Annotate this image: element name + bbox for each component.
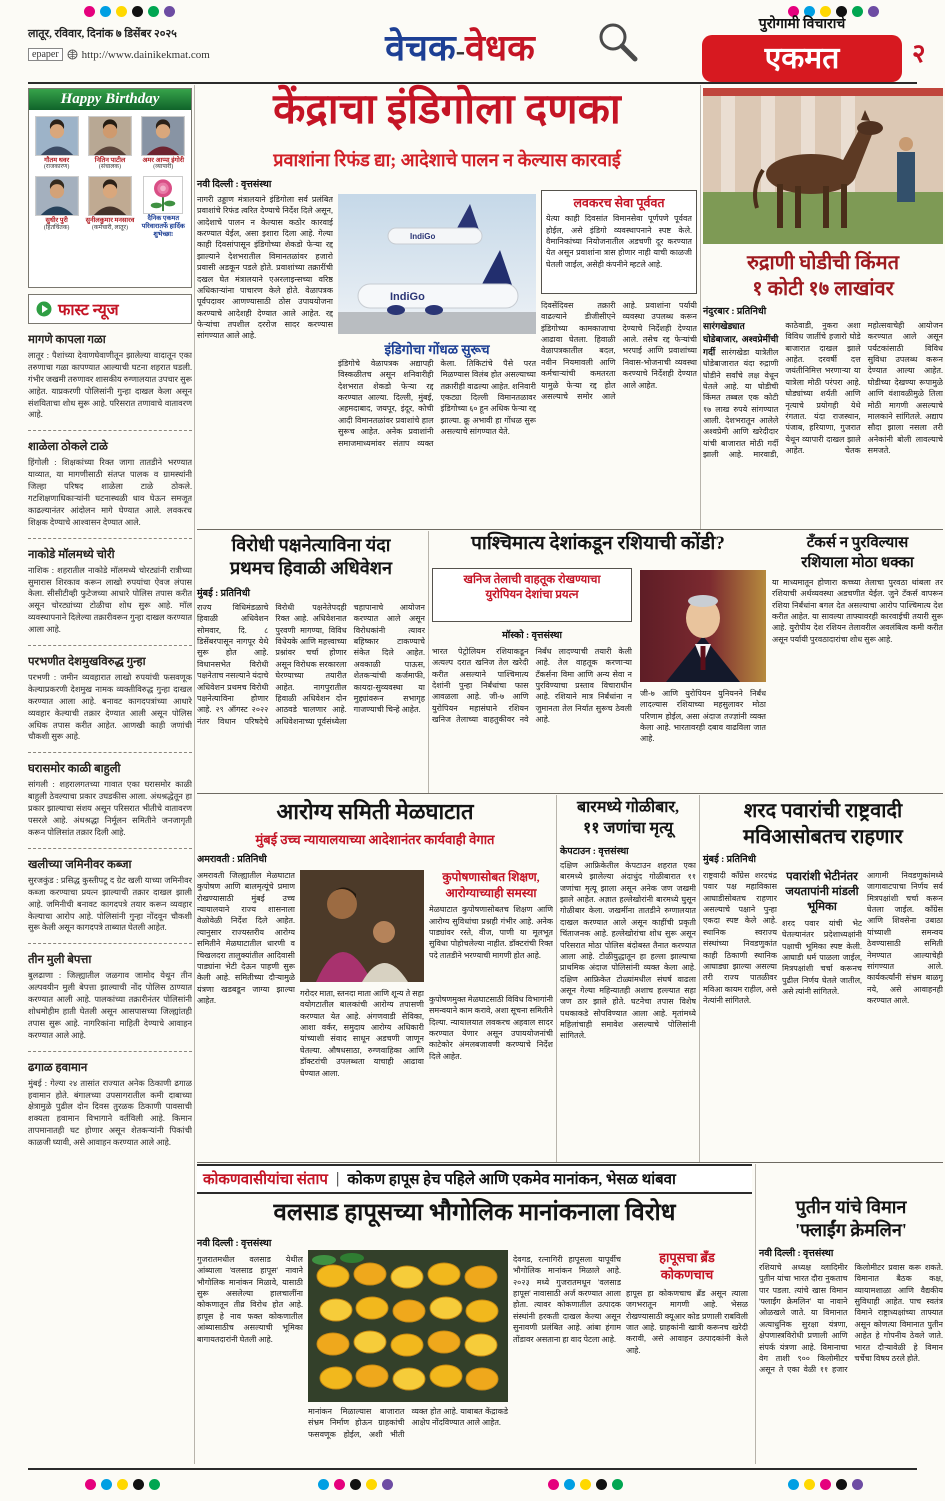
birthday-person: नितिन पाटील (संचालक): [83, 113, 136, 173]
mango-byline: नवी दिल्ली : वृत्तसंस्था: [197, 1239, 272, 1249]
registration-dots-bottom: [788, 1479, 863, 1490]
birthday-photo: [35, 176, 79, 216]
footer-rule: [28, 1468, 917, 1470]
konkan-strip-sep: |: [335, 1170, 340, 1187]
mango-body-col2: मानांकन मिळाल्यास बाजारात संभ्रम निर्माण होऊन ग्राहकांची फसवणूक होईल, अशी भीती व्यक्त होत आहे. याबाबत केंद्राकडे आक्षेप नोंदविण्यात आले आहेत.: [308, 1407, 508, 1439]
service-restore-box-body: येत्या काही दिवसांत विमानसेवा पूर्णपणे पूर्ववत होईल, असे इंडिगो व्यवस्थापनाने स्पष्ट केले. वैमानिकांच्या नियोजनातील अडचणी दूर करण्यात येत असून प्रवाशांना त्रास होणार नाही याची काळजी घेतली जाईल, असेही कंपनीने म्हटले आहे.: [546, 214, 692, 269]
putin-plane-body: रशियाचे अध्यक्ष व्लादिमीर पुतीन यांचा भारत दौरा नुकताच पार पडला. त्यांचे खास विमान 'फ्लाईंग क्रेमलिन' या नावाने ओळखले जाते. या विमानात अत्याधुनिक सुरक्षा यंत्रणा, क्षेपणास्त्रविरोधी प्रणाली आणि संपर्क यंत्रणा आहे. विमानाचा वेग ताशी ९०० किलोमीटर असून ते एका वेळी ११ हजार किलोमीटर प्रवास करू शकते. विमानात बैठक कक्ष, व्यायामशाळा आणि वैद्यकीय सुविधाही आहेत. पाच स्वतंत्र विमाने राष्ट्राध्यक्षांच्या ताफ्यात असून कोणत्या विमानात पुतीन आहेत हे गोपनीय ठेवले जाते. भारत दौऱ्यावेळी हे विमान चर्चेचा विषय ठरले होते.: [759, 1263, 943, 1375]
horse-kicker: सारंगखेड्यात घोडेबाजार, अश्वप्रेमींची गर्दी: [703, 321, 779, 357]
registration-dots-top-left: [84, 6, 175, 17]
registration-dots-bottom: [548, 1479, 623, 1490]
service-restore-box: [541, 190, 697, 294]
fast-news-title: फास्ट न्यूज: [58, 302, 119, 319]
divider: [197, 793, 943, 794]
assembly-byline: मुंबई : प्रतिनिधी: [197, 589, 251, 599]
assembly-headline[interactable]: विरोधी पक्षनेत्याविना यंदा प्रथमच हिवाळी अधिवेशन: [230, 535, 392, 579]
pawar-byline: मुंबई : प्रतिनिधी: [703, 855, 757, 865]
birthday-photo: [88, 176, 132, 216]
russia-headline[interactable]: पाश्चिमात्य देशांकडून रशियाची कोंडी?: [471, 533, 725, 554]
fast-news-item[interactable]: तीन मुली बेपत्ता बुलढाणा : जिल्ह्यातील जळगाव जामोद येथून तीन अल्पवयीन मुली बेपत्ता झाल्याची नोंद पोलिस ठाण्यात करण्यात आली आहे. पालकांच्या तक्रारीनंतर पोलिसांनी शोधमोहीम हाती घेतली असून आसपासच्या जिल्ह्यांतही तपास सुरू आहे. नागरिकांना माहिती देण्याचे आवाहन करण्यात आले आहे.: [28, 944, 192, 1051]
russia-kicker-box: खनिज तेलाची वाहतूक रोखण्याचा युरोपियन देशांचा प्रयत्न: [432, 568, 632, 622]
header-left: [28, 26, 288, 61]
indigo-planes-photo: [338, 194, 536, 334]
konkan-strip-text: कोकण हापूस हेच पहिले आणि एकमेव मानांकन, भेसळ थांबवा: [347, 1172, 676, 1188]
registration-dots-bottom: [318, 1479, 393, 1490]
fast-news-item[interactable]: घरासमोर काळी बाहुली सांगली : शहरालगतच्या गावात एका घरासमोर काळी बाहुली ठेवल्याचा प्रकार उघडकीस आला. अंधश्रद्धेतून हा प्रकार झाल्याचा संशय असून परिसरात भीतीचे वातावरण पसरले आहे. अंधश्रद्धा निर्मूलन समितीने जनजागृती करून पोलिसांत तक्रार दिली आहे.: [28, 753, 192, 848]
konkan-strip: [197, 1164, 752, 1194]
svg-text:IndiGo: IndiGo: [410, 232, 436, 241]
section-title-red: वेधक: [465, 28, 535, 68]
divider: [699, 795, 700, 1162]
epaper-url[interactable]: http://www.dainikekmat.com: [81, 48, 210, 61]
flower-icon: [143, 176, 183, 214]
lead-sub-headline[interactable]: इंडिगोचा गोंधळ सुरूच: [384, 342, 490, 357]
divider: [194, 85, 195, 1464]
mango-body-col3: देवगड, रत्नागिरी हापूसला यापूर्वीच भौगोलिक मानांकन मिळाले आहे. २०२३ मध्ये गुजरातमधून 'वलसाड हापूस' नावासाठी अर्ज करण्यात आला होता. त्यावर कोकणातील उत्पादक संस्थांनी हरकती दाखल केल्या असून सुनावणी प्रलंबित आहे. आंबा हंगाम तोंडावर असताना हा वाद पेटला आहे.: [513, 1255, 621, 1344]
health-body-col1: अमरावती जिल्ह्यातील मेळघाटात कुपोषण आणि बालमृत्यूंचे प्रमाण रोखण्यासाठी मुंबई उच्च न्यायालयाने राज्य शासनाला वेळोवेळी निर्देश दिले आहेत. त्यानुसार राज्यस्तरीय आरोग्य समितीने मेळघाटातील धारणी व चिखलदरा तालुक्यांतील आदिवासी पाड्यांना भेटी देऊन पाहणी सुरू केली आहे. समितीच्या दौऱ्यामुळे यंत्रणा खडबडून जाग्या झाल्या आहेत.: [197, 871, 295, 1005]
divider: [755, 1164, 756, 1464]
pawar-headline[interactable]: शरद पवारांची राष्ट्रवादी मविआसोबतच राहणार: [743, 800, 903, 848]
russia-side-box: टँकर्स न पुरविल्यास रशियाला मोठा धक्का या माध्यमातून होणारा कच्च्या तेलाचा पुरवठा थांबला तर रशियाची अर्थव्यवस्था अडचणीत येईल. जुने टँकर्स वापरून रशिया निर्बंधांना बगल देत असल्याचा आरोप पाश्चिमात्य देश करीत आहेत. या सावल्या ताफ्यावरही कारवाईची तयारी सुरू आहे. युरोपीय देश रशियन तेलावरील अवलंबित्व कमी करीत असून पर्यायी पुरवठादारांचा शोध सुरू आहे.: [772, 535, 943, 644]
health-body-col3: कुपोषणमुक्त मेळघाटसाठी विविध विभागांनी समन्वयाने काम करावे, अशा सूचना समितीने दिल्या. न्यायालयात लवकरच अहवाल सादर करण्यात येणार असून उपाययोजनांची काटेकोर अंमलबजावणी करण्याचे निर्देश दिले आहेत.: [429, 995, 553, 1061]
putin-photo: [640, 570, 766, 682]
mango-body-col1: गुजरातमधील वलसाड येथील आंब्याला 'वलसाड हापूस' नावाने भौगोलिक मानांकन मिळावे, यासाठी सुरू असलेल्या हालचालींना कोकणातून तीव्र विरोध होत आहे. हापूस हे नाव फक्त कोकणातील आंब्यासाठीच असल्याची भूमिका बागायतदारांनी घेतली आहे.: [197, 1255, 303, 1344]
shooting-byline: केपटाउन : वृत्तसंस्था: [560, 847, 629, 857]
russia-byline: मॉस्को : वृत्तसंस्था: [502, 631, 562, 641]
lead-sub-body: इंडिगोचे वेळापत्रक अद्यापही विस्कळीतच असून शनिवारीही देशभरात शेकडो फेऱ्या रद्द करण्यात आल्या. दिल्ली, मुंबई, अहमदाबाद, जयपूर, इंदूर, कोची आदी विमानतळांवर प्रवाशांचे हाल सुरूच आहेत. अनेक प्रवाशांनी समाजमाध्यमांवर संताप व्यक्त केला. तिकिटांचे पैसे परत मिळण्यास विलंब होत असल्याच्या तक्रारीही वाढल्या आहेत. शनिवारी एकट्या दिल्ली विमानतळावर इंडिगोच्या ६० हून अधिक फेऱ्या रद्द झाल्या. क्रू अभावी हा गोंधळ सुरू असल्याचे सांगण्यात येते.: [338, 359, 536, 448]
divider: [556, 795, 557, 1162]
health-headline[interactable]: आरोग्य समिती मेळघाटात: [276, 799, 474, 824]
lead-byline: नवी दिल्ली : वृत्तसंस्था: [197, 180, 272, 190]
assembly-body: राज्य विधिमंडळाचे हिवाळी अधिवेशन सोमवार, दि. ८ डिसेंबरपासून नागपूर येथे सुरू होत आहे. विधानसभेत विरोधी पक्षनेताच नसल्याने यंदाचे अधिवेशन प्रथमच विरोधी पक्षनेत्याविना होणार आहे. २९ ऑगस्ट २०२२ नंतर विधान परिषदेचे विरोधी पक्षनेतेपदही रिक्त आहे. अधिवेशनात पुरवणी मागण्या, विविध विधेयके आणि महत्त्वाच्या प्रश्नांवर चर्चा होणार असून विरोधक सरकारला घेरण्याच्या तयारीत आहेत. नागपुरातील हिवाळी अधिवेशन दोन आठवडे चालणार आहे. अधिवेशनाच्या पूर्वसंध्येला चहापानाचे आयोजन करण्यात आले असून विरोधकांनी त्यावर बहिष्कार टाकण्याचे संकेत दिले आहेत. अवकाळी पाऊस, शेतकऱ्यांची कर्जमाफी, कायदा-सुव्यवस्था या मुद्द्यांवरून सभागृह गाजण्याची चिन्हे आहेत.: [197, 603, 425, 726]
malnutrition-box: कुपोषणासोबत शिक्षण, आरोग्याच्याही समस्या मेळघाटात कुपोषणासोबतच शिक्षण आणि आरोग्य सुविधांचा प्रश्नही गंभीर आहे. अनेक पाड्यांवर रस्ते, वीज, पाणी या मूलभूत सुविधा पोहोचलेल्या नाहीत. डॉक्टरांची रिक्त पदे तातडीने भरण्याची मागणी होत आहे.: [429, 870, 553, 960]
fast-news-item[interactable]: खलीच्या जमिनीवर कब्जा सुरजकुंड : प्रसिद्ध कुस्तीपटू द ग्रेट खली याच्या जमिनीवर कब्जा करण्याचा प्रयत्न झाल्याची तक्रार दाखल झाली आहे. जमिनीची बनावट कागदपत्रे तयार करून व्यवहार केल्याचा आरोप आहे. पोलिसांनी गुन्हा नोंदवून चौकशी सुरू केली असून कागदपत्रे ताब्यात घेतली आहेत.: [28, 849, 192, 944]
globe-icon: [67, 49, 78, 60]
putin-plane-headline[interactable]: पुतीन यांचे विमान 'फ्लाईंग क्रेमलिन': [795, 1197, 907, 1241]
fast-news-icon: [36, 301, 52, 317]
lead-body-col2: दिवसेंदिवस तक्रारी वाढल्याने डीजीसीएने इंडिगोच्या कामकाजाचा आढावा घेतला. हिवाळी वेळापत्रकातील बदल, नवीन नियमावली आणि कर्मचाऱ्यांची कमतरता यामुळे फेऱ्या रद्द होत असल्याचे समोर आले आहे. प्रवाशांना पर्यायी व्यवस्था उपलब्ध करून देण्याचे निर्देशही देण्यात आले. तसेच रद्द फेऱ्यांची भरपाई आणि प्रवाशांच्या निवास-भोजनाची व्यवस्था करण्याचे निर्देशही देण्यात आले आहेत.: [541, 301, 697, 401]
fast-news-item[interactable]: परभणीत देशमुखविरुद्ध गुन्हा परभणी : जमीन व्यवहारात लाखो रुपयांची फसवणूक केल्याप्रकरणी देशमुख नामक व्यक्तीविरुद्ध गुन्हा दाखल करण्यात आला आहे. बनावट कागदपत्रांच्या आधारे व्यवहार केल्याची तक्रार देण्यात आली असून पोलिस अधिक तपास करीत आहेत. आणखी काही जणांची चौकशी सुरू आहे.: [28, 646, 192, 753]
birthday-person: सुधीर पुरी (हितचिंतक): [30, 173, 83, 240]
putin-plane-byline: नवी दिल्ली : वृत्तसंस्था: [759, 1249, 834, 1259]
birthday-person: सुनीलकुमार मनसारव (कर्मचारी, लातूर): [83, 173, 136, 240]
header-rule: [28, 82, 917, 84]
magnifier-icon: [596, 20, 640, 64]
fast-news-item[interactable]: ढगाळ हवामान मुंबई : गेल्या २४ तासांत राज्यात अनेक ठिकाणी ढगाळ हवामान होते. बंगालच्या उपसागरातील कमी दाबाच्या क्षेत्रामुळे पुढील दोन दिवस तुरळक ठिकाणी पावसाची शक्यता हवामान विभागाने वर्तविली आहे. किमान तापमानातही घट होणार असून शेतकऱ्यांनी पिकांची काळजी घ्यावी, असे आवाहन करण्यात आले आहे.: [28, 1061, 192, 1148]
section-title-sep: -: [455, 36, 466, 67]
health-body-col2: गरोदर माता, स्तनदा माता आणि शून्य ते सहा वयोगटातील बालकांची आरोग्य तपासणी करण्यात येत आहे. अंगणवाडी सेविका, आशा वर्कर, समुदाय आरोग्य अधिकारी यांच्याशी संवाद साधून अडचणी जाणून घेतल्या. औषधसाठा, रुग्णवाहिका आणि डॉक्टरांची उपलब्धता याचाही आढावा घेण्यात आला.: [300, 989, 424, 1078]
section-title-blue: वेचक: [385, 28, 456, 68]
fast-news-item[interactable]: नाकोडे मॉलमध्ये चोरी नाशिक : शहरातील नाकोडे मॉलमध्ये चोरट्यांनी रात्रीच्या सुमारास शिरकाव करून लाखो रुपयांचा ऐवज लंपास केला. सीसीटीव्ही फुटेजच्या आधारे पोलिस तपास करीत असून चोरट्यांच्या टोळीचा शोध सुरू आहे. मॉल व्यवस्थापनाने दिलेल्या तक्रारीवरून गुन्हा दाखल करण्यात आला आहे.: [28, 539, 192, 646]
divider: [700, 85, 701, 529]
divider: [428, 531, 429, 793]
pawar-body-col3: आगामी निवडणुकांमध्ये जागावाटपाचा निर्णय सर्व मित्रपक्षांशी चर्चा करून घेतला जाईल. काँग्रेस आणि शिवसेना उबाठा यांच्याशी समन्वय ठेवण्यासाठी समिती नेमण्यात आल्याचेही सांगण्यात आले. कार्यकर्त्यांनी संभ्रम बाळगू नये, असे आवाहनही करण्यात आले.: [867, 871, 943, 1005]
birthday-photo: [88, 116, 132, 156]
page-dateline: लातूर, रविवार, दिनांक ७ डिसेंबर २०२५: [28, 28, 177, 40]
section-title: [310, 22, 610, 71]
fast-news-list: [28, 324, 192, 1464]
birthday-title: Happy Birthday: [29, 89, 191, 110]
birthday-photo: [35, 116, 79, 156]
divider: [197, 1162, 943, 1163]
birthday-person: अमर आप्पा इंगोरी (व्यापारी): [137, 113, 190, 173]
shooting-headline[interactable]: बारमध्ये गोळीबार, ११ जणांचा मृत्यू: [577, 799, 679, 837]
horse-body: सारंगखेड्यात घोडेबाजार, अश्वप्रेमींची गर्दी सारंगखेडा यात्रेतील घोडेबाजारात यंदा रुद्राणी घोडीने सर्वांचे लक्ष वेधून घेतले आहे. या घोडीची किंमत तब्बल एक कोटी १७ लाख रुपये सांगण्यात आली. देशभरातून आलेले अश्वप्रेमी आणि खरेदीदार यांची बाजारात मोठी गर्दी झाली आहे. मारवाडी, काठेवाडी, नुकरा अशा विविध जातींचे हजारो घोडे बाजारात दाखल झाले आहेत. दरवर्षी दत्त जयंतीनिमित्त भरणाऱ्या या यात्रेला मोठी परंपरा आहे. घोड्यांच्या शर्यती आणि नृत्याचे प्रयोगही येथे रंगतात. यंदा राजस्थान, पंजाब, हरियाणा, गुजरात येथून व्यापारी दाखल झाले आहेत. चेतक महोत्सवाचेही आयोजन करण्यात आले असून पर्यटकांसाठी विविध सुविधा उपलब्ध करून देण्यात आल्या आहेत. घोडीच्या देखण्या रूपामुळे आणि वंशावळीमुळे तिला मोठी मागणी असल्याचे मालकाने सांगितले. अद्याप सौदा झाला नसला तरी अनेकांनी बोली लावल्याचे समजते.: [703, 321, 943, 460]
horse-headline[interactable]: रुद्राणी घोडीची किंमत १ कोटी १७ लाखांवर: [746, 252, 900, 300]
shooting-body: दक्षिण आफ्रिकेतील केपटाउन शहरात एका बारमध्ये झालेल्या अंदाधुंद गोळीबारात ११ जणांचा मृत्यू झाला असून अनेक जण जखमी झाले आहेत. अज्ञात हल्लेखोरांनी बारमध्ये घुसून गोळीबार केला. जखमींना तातडीने रुग्णालयात दाखल करण्यात आले असून काहींची प्रकृती चिंताजनक आहे. हल्लेखोरांचा शोध सुरू असून परिसरात मोठा पोलिस बंदोबस्त तैनात करण्यात आला आहे. टोळीयुद्धातून हा हल्ला झाल्याचा प्राथमिक अंदाज पोलिसांनी व्यक्त केला आहे. दक्षिण आफ्रिकेत टोळ्यांमधील संघर्ष वाढला असून गेल्या महिन्यातही अशाच हल्ल्यात सहा जण ठार झाले होते. घटनेचा तपास विशेष पथकाकडे सोपविण्यात आला आहे. मृतांमध्ये महिलांचाही समावेश असल्याचे पोलिसांनी सांगितले.: [560, 861, 696, 1041]
pawar-box: पवारांशी भेटीनंतर जयतापांनी मांडली भूमिका शरद पवार यांची भेट घेतल्यानंतर प्रदेशाध्यक्षांनी पक्षाची भूमिका स्पष्ट केली. आघाडी धर्म पाळला जाईल, मित्रपक्षांशी चर्चा करूनच पुढील निर्णय घेतले जातील, असे त्यांनी सांगितले.: [782, 871, 862, 996]
horse-byline: नंदुरबार : प्रतिनिधी: [703, 307, 767, 317]
health-byline: अमरावती : प्रतिनिधी: [197, 855, 267, 865]
divider: [197, 529, 943, 530]
masthead-tagline: पुरोगामी विचाराचे: [758, 17, 846, 32]
fast-news-item[interactable]: शाळेला ठोकले टाळे हिंगोली : शिक्षकांच्या रिक्त जागा तातडीने भरण्यात याव्यात, या मागणीसाठी संतप्त पालक व ग्रामस्थांनी जिल्हा परिषद शाळेला टाळे ठोकले. गटशिक्षणाधिकाऱ्यांनी घटनास्थळी धाव घेऊन समजूत काढल्यानंतर आंदोलन मागे घेण्यात आले. लवकरच शिक्षक देण्याचे आश्वासन देण्यात आले.: [28, 431, 192, 538]
health-subhead: मुंबई उच्च न्यायालयाच्या आदेशानंतर कार्यवाही वेगात: [255, 832, 495, 847]
russia-body: भारत पेट्रोलियम रशियाकडून अत्यल्प दरात खनिज तेल खरेदी करीत असल्याने पाश्चिमात्य देशांनी पुन्हा निर्बंधांचा फास आवळला आहे. जी-७ आणि युरोपियन महासंघाने रशियन खनिज तेलाच्या वाहतुकीवर नवे निर्बंध लादण्याची तयारी केली आहे. तेल वाहतूक करणाऱ्या टँकर्सना विमा आणि अन्य सेवा न पुरविण्याचा प्रस्ताव विचाराधीन आहे. रशियाने मात्र निर्बंधांना न जुमानता तेल निर्यात सुरूच ठेवली आहे.: [432, 647, 632, 725]
masthead-block: [702, 14, 902, 82]
birthday-wish-cell: [137, 173, 190, 240]
registration-dots-bottom: [85, 1479, 160, 1490]
mother-child-photo: [300, 870, 424, 982]
birthday-wish: दैनिक एकमत परिवारातर्फे हार्दिक शुभेच्छा!: [141, 215, 185, 238]
lead-headline[interactable]: केंद्राचा इंडिगोला दणका: [273, 87, 621, 133]
epaper-badge: epaper: [28, 48, 63, 61]
birthday-box: [28, 88, 192, 288]
fast-news-header: [28, 294, 192, 324]
birthday-person: गौतम थवर (राजकारण): [30, 113, 83, 173]
svg-text:IndiGo: IndiGo: [390, 291, 425, 303]
masthead: एकमत: [702, 35, 902, 82]
mango-brand-box: हापूसचा ब्रँड कोकणचाच हापूस हा कोकणचाच ब्रँड असून त्याला जगभरातून मागणी आहे. भेसळ रोखण्यासाठी क्यूआर कोड प्रणाली राबविली जात आहे. ग्राहकांनी खात्री करूनच खरेदी करावी, असे आवाहन उत्पादकांनी केले आहे.: [626, 1250, 748, 1355]
fast-news-item[interactable]: मागणे कापला गळा लातूर : पैशांच्या देवाणघेवाणीतून झालेल्या वादातून एका तरुणाचा गळा कापण्यात आल्याची घटना शहरात घडली. गंभीर जखमी तरुणावर शासकीय रुग्णालयात उपचार सुरू आहेत. याप्रकरणी पोलिसांनी गुन्हा दाखल केला असून संशयिताचा शोध सुरू आहे. परिसरात तणावाचे वातावरण आहे.: [28, 324, 192, 431]
page-number: २: [912, 39, 926, 68]
service-restore-box-title: लवकरच सेवा पूर्ववत: [573, 196, 665, 210]
konkan-strip-label: कोकणवासीयांचा संताप: [203, 1172, 328, 1188]
pawar-body-col1: राष्ट्रवादी काँग्रेस शरदचंद्र पवार पक्ष महाविकास आघाडीसोबतच राहणार असल्याचे पक्षाने पुन्हा एकदा स्पष्ट केले आहे. स्थानिक स्वराज्य संस्थांच्या निवडणुकांत काही ठिकाणी स्थानिक आघाड्या झाल्या असल्या तरी राज्य पातळीवर मविआ कायम राहील, असे नेत्यांनी सांगितले.: [703, 871, 777, 1005]
lead-body-col1: नागरी उड्डाण मंत्रालयाने इंडिगोला सर्व प्रलंबित प्रवाशांचे रिफंड त्वरित देण्याचे निर्देश दिले असून, आदेशाचे पालन न केल्यास कठोर कारवाई करण्यात येईल, असा इशारा दिला आहे. गेल्या काही दिवसांपासून इंडिगोच्या शेकडो फेऱ्या रद्द झाल्याने देशभरातील विमानतळांवर हजारो प्रवासी अडकून पडले होते. प्रवाशांच्या तक्रारींची दखल घेत मंत्रालयाने एअरलाइन्सच्या वरिष्ठ अधिकाऱ्यांना पाचारण केले होते. वेळापत्रक पूर्वपदावर आणण्यासाठी ठोस उपाययोजना करण्याचे आदेशही देण्यात आले आहेत. रद्द फेऱ्यांचा तपशील दररोज सादर करण्यास सांगण्यात आले आहे.: [197, 195, 333, 341]
mango-crate-photo: [308, 1250, 508, 1402]
russia-body-2: जी-७ आणि युरोपियन युनियनने निर्बंध लादल्यास रशियाच्या महसुलावर मोठा परिणाम होईल, असा अंदाज तज्ज्ञांनी व्यक्त केला आहे. भारतावरही दबाव वाढविला जात आहे.: [640, 689, 766, 744]
horse-photo: [703, 88, 943, 244]
birthday-photo: [141, 116, 185, 156]
lead-subhead: प्रवाशांना रिफंड द्या; आदेशाचे पालन न केल्यास कारवाई: [273, 150, 621, 170]
mango-headline[interactable]: वलसाड हापूसच्या भौगोलिक मानांकनाला विरोध: [273, 1200, 676, 1226]
